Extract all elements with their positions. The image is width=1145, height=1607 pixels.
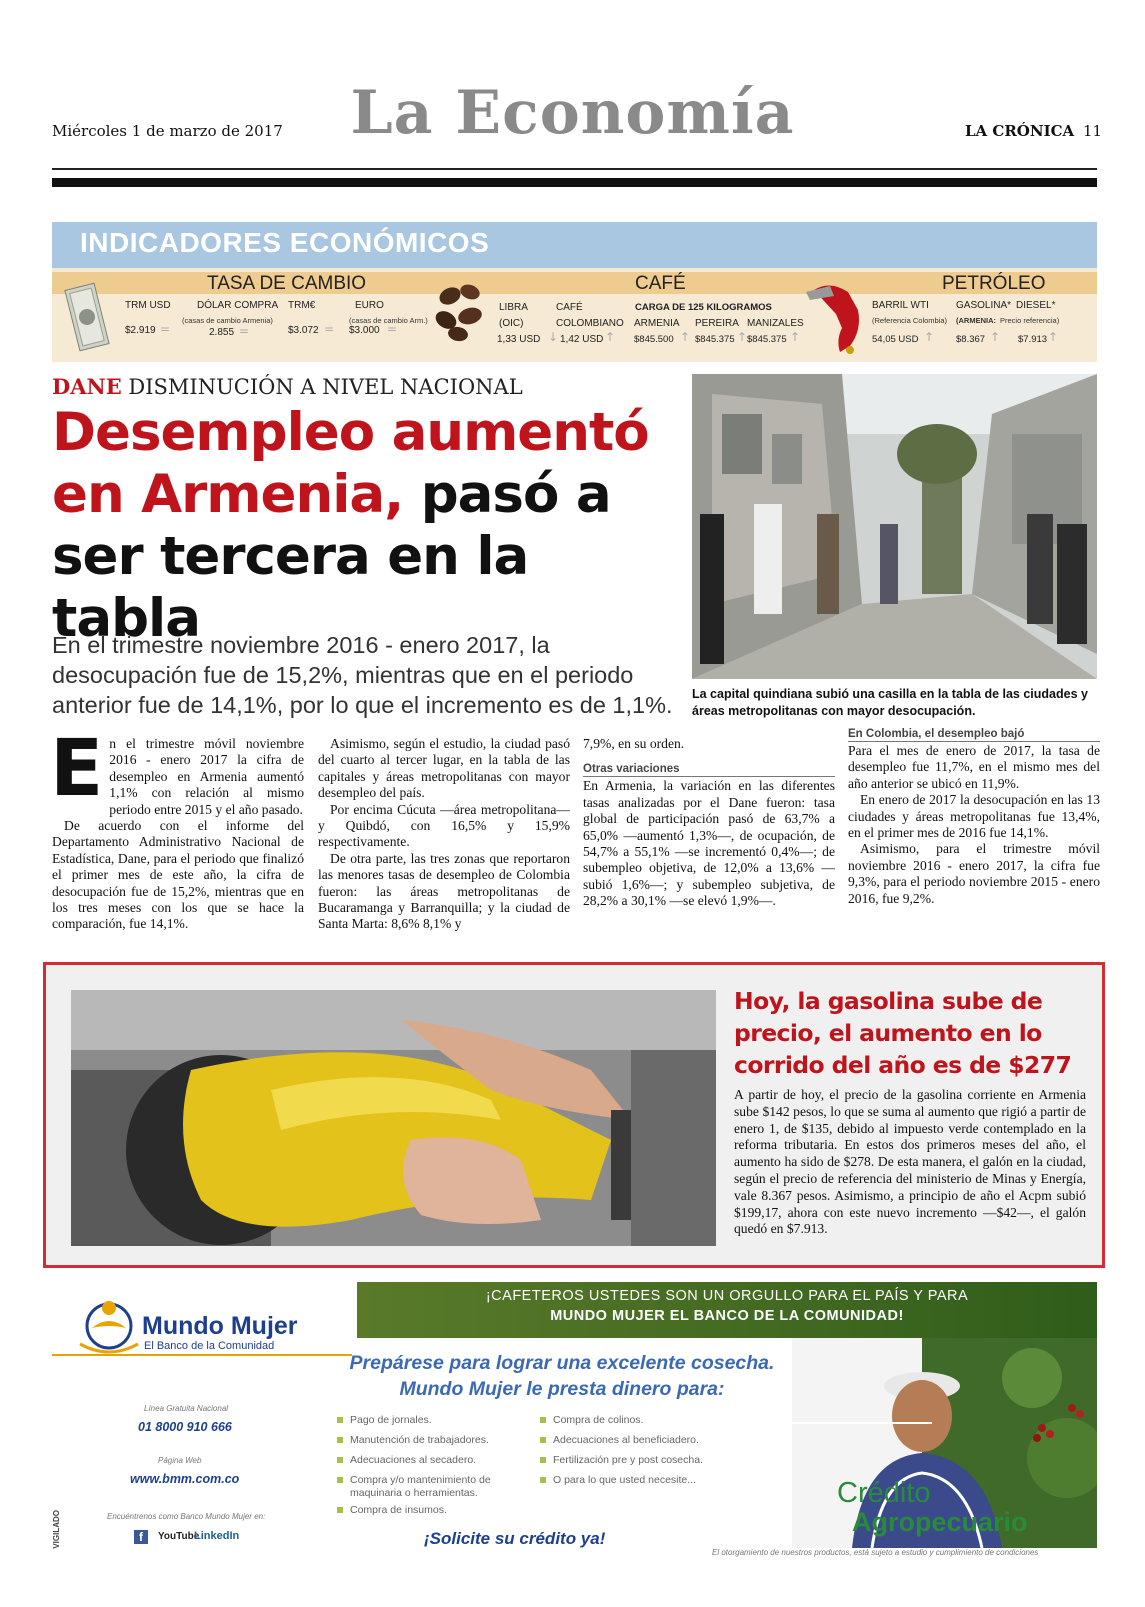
ref-precio: Precio referencia): [1000, 316, 1060, 325]
web-link[interactable]: www.bmm.com.co: [130, 1472, 240, 1486]
list-item: O para lo que usted necesite...: [540, 1474, 696, 1487]
web-label: Página Web: [158, 1456, 202, 1465]
kicker-text: DISMINUCIÓN A NIVEL NACIONAL: [128, 375, 523, 399]
bullet-icon: [337, 1457, 343, 1463]
arrow-up-icon: ↑: [990, 330, 1001, 344]
headline-red: Desempleo aumentó en Armenia,: [52, 402, 649, 525]
list-item: Fertilización pre y post cosecha.: [540, 1454, 703, 1467]
euro-value: $3.000: [349, 325, 380, 336]
headline: [52, 402, 692, 650]
fuel-nozzle-icon: [800, 270, 872, 358]
paragraph: 7,9%, en su orden.: [583, 736, 685, 751]
list-item: Pago de jornales.: [337, 1414, 432, 1427]
mundo-mujer-ad: [52, 1282, 1097, 1569]
drop-cap: E: [50, 724, 104, 814]
manizales-label: MANIZALES: [747, 318, 804, 329]
bullet-icon: [337, 1417, 343, 1423]
mundo-mujer-logo-icon: [74, 1290, 144, 1356]
armenia-value: $845.500: [634, 334, 674, 345]
dolar-compra-value: 2.855: [209, 327, 235, 338]
list-item: Compra de colinos.: [540, 1414, 643, 1427]
newspaper-name: LA CRÓNICA: [965, 122, 1075, 140]
paragraph: En enero de 2017 la desocupación en las 13 ciudades y áreas metropolitanas fue 13,4%, en el primer mes de 2016 fue 14,1%.: [848, 792, 1100, 841]
fuel-nozzle-photo: [71, 990, 716, 1246]
list-item: Compra y/o mantenimiento de maquinaria o herramientas.: [337, 1474, 517, 1500]
paragraph: Por encima Cúcuta —área metropolitana— y Quibdó, con 16,5% y 15,9% respectivamente.: [318, 801, 570, 850]
armenia-label: ARMENIA: [634, 318, 680, 329]
phone-number[interactable]: 01 8000 910 666: [138, 1420, 232, 1434]
arrow-up-icon: ↑: [790, 330, 801, 344]
arrow-down-icon: ↓: [548, 330, 559, 344]
bullet-icon: [337, 1477, 343, 1483]
diesel-value: $7.913: [1018, 334, 1048, 345]
column-4: [848, 727, 1100, 907]
manizales-value: $845.375: [747, 334, 787, 345]
euro-sub: (casas de cambio Arm.): [349, 316, 428, 325]
list-item: Adecuaciones al beneficiadero.: [540, 1434, 699, 1447]
youtube-icon[interactable]: YouTube: [158, 1531, 200, 1542]
column-3: [583, 736, 835, 910]
ad-logo-subtitle: El Banco de la Comunidad: [144, 1340, 275, 1352]
subhead-otras-variaciones: Otras variaciones: [583, 762, 835, 777]
wti-sub: (Referencia Colombia): [872, 316, 948, 325]
gasoline-label: GASOLINA*: [956, 300, 1012, 311]
equal-icon: =: [160, 322, 171, 336]
credit-title-1: Crédito: [837, 1477, 931, 1509]
gasoline-value: $8.367: [956, 334, 986, 345]
paragraph: De acuerdo con el informe del Departamento Administrativo Nacional de Estadística, Dane, para el periodo que finalizó el primer mes de este año, la cifra de desocupación fue de 15,2%, mientras que en los tres meses con los que se hace la comparación, fue 14,1%.: [52, 818, 304, 932]
arrow-up-icon: ↑: [605, 330, 616, 344]
paragraph: Asimismo, según el estudio, la ciudad pasó del cuarto al tercer lugar, en la tabla de las capitales y áreas metropolitanas con mayor desempleo del país.: [318, 736, 570, 801]
ad-band-line1: ¡CAFETEROS USTEDES SON UN ORGULLO PARA EL PAÍS Y PARA: [485, 1288, 969, 1304]
phone-label: Línea Gratuita Nacional: [144, 1404, 229, 1413]
section-title: La Economía: [350, 78, 795, 148]
economic-indicators: [52, 222, 1097, 362]
dolar-compra-label: DÓLAR COMPRA: [197, 300, 279, 311]
page-number: 11: [1083, 122, 1103, 140]
ad-prep-line1: Prepárese para lograr una excelente cosecha.: [349, 1352, 775, 1374]
ad-disclaimer: El otorgamiento de nuestros productos, está sujeto a estudio y cumplimiento de condiciones: [712, 1548, 1039, 1557]
arrow-up-icon: ↑: [680, 330, 691, 344]
credit-title-2: Agropecuario: [852, 1507, 1028, 1537]
vigilado-label: VIGILADO: [52, 1510, 61, 1549]
equal-icon: =: [324, 322, 335, 336]
exchange-category: TASA DE CAMBIO: [207, 273, 367, 294]
gasoline-headline: Hoy, la gasolina sube de precio, el aumento en lo corrido del año es de $277: [734, 987, 1072, 1079]
bullet-icon: [540, 1417, 546, 1423]
trm-euro-label: TRM€: [288, 300, 316, 311]
bullet-icon: [540, 1457, 546, 1463]
list-item: Compra de insumos.: [337, 1504, 447, 1517]
bullet-icon: [337, 1507, 343, 1513]
linkedin-icon[interactable]: LinkedIn: [194, 1530, 240, 1542]
bullet-icon: [540, 1477, 546, 1483]
bullet-icon: [540, 1437, 546, 1443]
oil-category: PETRÓLEO: [942, 273, 1046, 294]
paragraph: Para el mes de enero de 2017, la tasa de desempleo fue 11,7%, en el mismo mes del año anterior se ubicó en 11,9%.: [848, 743, 1100, 791]
pereira-value: $845.375: [695, 334, 735, 345]
libra-label: LIBRA: [499, 302, 528, 313]
street-photo: [692, 374, 1097, 679]
column-1: [50, 724, 304, 933]
libra-sub: (OIC): [499, 318, 524, 329]
list-item: Adecuaciones al secadero.: [337, 1454, 476, 1467]
dolar-compra-sub: (casas de cambio Armenia): [182, 316, 273, 325]
ad-cta: ¡Solicite su crédito ya!: [424, 1529, 606, 1548]
arrow-up-icon: ↑: [1048, 330, 1059, 344]
trm-euro-value: $3.072: [288, 325, 319, 336]
coffee-beans-icon: [430, 278, 492, 344]
equal-icon: =: [387, 322, 398, 336]
bullet-icon: [337, 1437, 343, 1443]
ad-band-line2: MUNDO MUJER EL BANCO DE LA COMUNIDAD!: [550, 1308, 904, 1324]
euro-label: EURO: [355, 300, 384, 311]
kicker: [52, 374, 523, 399]
cafe-label: CAFÉ: [556, 302, 583, 313]
issue-date: Miércoles 1 de marzo de 2017: [52, 122, 283, 140]
subhead-colombia: En Colombia, el desempleo bajó: [848, 727, 1100, 742]
paragraph: De otra parte, las tres zonas que reportaron las menores tasas de desempleo de Colombia fueron: las áreas metropolitanas de Bucaramanga y Barranquilla; y la ciudad de Santa Marta: 8,6% 8,1% y: [318, 850, 570, 932]
column-2: [318, 736, 570, 933]
kicker-source: DANE: [52, 374, 122, 399]
trm-usd-label: TRM USD: [125, 300, 171, 311]
equal-icon: =: [239, 324, 250, 338]
headline-black: pasó a ser tercera en la tabla: [52, 464, 611, 649]
coffee-category: CAFÉ: [635, 273, 686, 294]
diesel-label: DIESEL*: [1016, 300, 1056, 311]
wti-value: 54,05 USD: [872, 334, 919, 345]
paragraph: En Armenia, la variación en las diferentes tasas analizadas por el Dane fueron: tasa global de participación pasó de 63,7% a 65,0% —aumentó 1,3%—, de ocupación, de 54,7% a 55,1% —se incrementó 0,4%—; de subempleo objetiva, de 12,0% a 13,6% —subió 1,6%—; y subempleo subjetiva, de 28,2% a 30,1% —se elevó 1,9%—.: [583, 778, 835, 909]
trm-usd-value: $2.919: [125, 325, 156, 336]
list-item: Manutención de trabajadores.: [337, 1434, 489, 1447]
libra-value: 1,33 USD: [497, 334, 541, 345]
arrow-up-icon: ↑: [737, 330, 748, 344]
ref-armenia: (ARMENIA:: [956, 316, 996, 325]
colombiano-label: COLOMBIANO: [556, 318, 624, 329]
pereira-label: PEREIRA: [695, 318, 739, 329]
header-rule-thin: [52, 168, 1097, 170]
header-rule-thick: [52, 178, 1097, 187]
ad-prep-line2: Mundo Mujer le presta dinero para:: [399, 1378, 725, 1400]
arrow-up-icon: ↑: [924, 330, 935, 344]
paragraph: Asimismo, para el trimestre móvil noviembre 2016 - enero 2017, la cifra fue 9,3%, para el periodo noviembre 2015 - enero 2016, fue 9,2%.: [848, 841, 1100, 906]
dollar-bill-icon: [58, 280, 116, 354]
paragraph: n el trimestre móvil noviembre 2016 - enero 2017 la cifra de desempleo en Armenia aumentó 1,1% con relación al mismo periodo entre 2015 y el año pasado.: [109, 736, 304, 817]
facebook-icon[interactable]: f: [134, 1530, 148, 1544]
wti-label: BARRIL WTI: [872, 300, 929, 311]
ad-logo-title: Mundo Mujer: [142, 1312, 298, 1340]
gasoline-body: A partir de hoy, el precio de la gasolina corriente en Armenia sube $142 pesos, lo que se suma al aumento que rigió a partir de enero 1, de $135, debido al impuesto verde contemplado en la reforma tributaria. En estos dos primeros meses del año, el aumento ha sido de $278. De esta manera, el galón en la ciudad, según el precio de referencia del ministerio de Minas y Energía, vale 8.367 pesos. Asimismo, a principio de año el Acpm subió $199,17, ahora con este nuevo incremento —$42—, el galón quedó en $7.913.: [734, 1087, 1086, 1237]
indicators-title: INDICADORES ECONÓMICOS: [80, 227, 490, 258]
gasoline-box: [43, 962, 1105, 1268]
carga-label: CARGA DE 125 KILOGRAMOS: [635, 302, 772, 313]
social-label: Encuéntrenos como Banco Mundo Mujer en:: [107, 1512, 266, 1521]
deck: En el trimestre noviembre 2016 - enero 2017, la desocupación fue de 15,2%, mientras que en el periodo anterior fue de 14,1%, por lo que el incremento es de 1,1%.: [52, 632, 673, 718]
ad-divider: [792, 1422, 932, 1424]
colombiano-value: 1,42 USD: [560, 334, 604, 345]
photo-caption: La capital quindiana subió una casilla en la tabla de las ciudades y áreas metropolitanas con mayor desocupación.: [692, 687, 1088, 718]
